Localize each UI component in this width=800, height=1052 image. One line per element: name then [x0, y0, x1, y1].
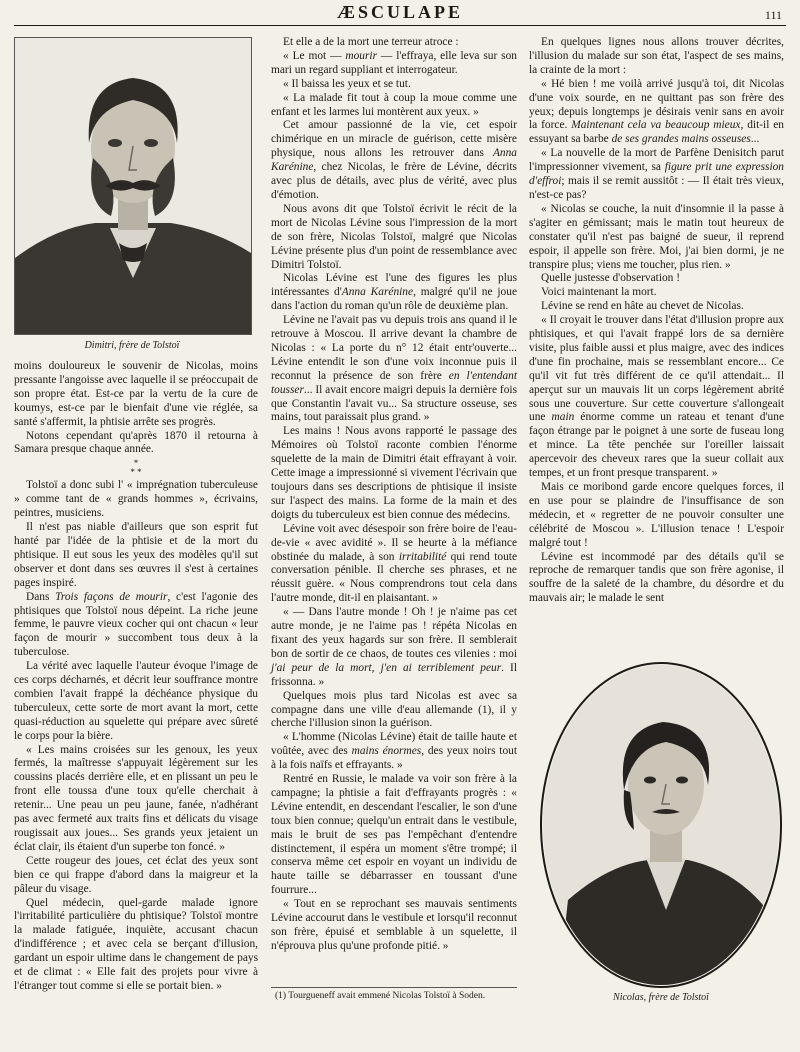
nicolas-caption: Nicolas, frère de Tolstoï [613, 992, 709, 1003]
col3-paragraph: Voici maintenant la mort. [541, 286, 657, 299]
col2-quote: « — Dans l'autre monde ! Oh ! je n'aime pas cet autre monde, je ne l'aime pas ! répéta Nicolas en fixant des yeux hagards sur son frère. Il semblerait bon de sortir de ce chaos, de toutes ces vilenies : moi j'ai peur de la mort, j'en ai terriblement peur. Il frissonna. » [271, 606, 517, 688]
col2-paragraph: Les mains ! Nous avons rapporté le passage des Mémoires où Tolstoï raconte combien l'énorme squelette de la main de Dimitri était effrayant à voir. Cette image a impressionné si vivement l'écrivain que toujours dans ses descriptions de phtisique il insiste sur l'aspect des mains. La forme de la main et des doigts du tuberculeux est bien connue des médecins. [271, 425, 517, 521]
col2-paragraph: Lévine voit avec désespoir son frère boire de l'eau-de-vie « avec avidité ». Il se heurte à la méfiance obstinée du malade, à son irritabilité qui rend toute conversation pénible. Il cherche ses phrases, et ne réussit guère. « Nous comprendrons tout cela dans l'autre monde, dit-il en plaisantant. » [271, 522, 518, 605]
col2-paragraph: Rentré en Russie, le malade va voir son frère à la campagne; la phtisie a fait d'effrayants progrès : « Lévine entendit, en descendant l'escalier, le son d'une toux bien connue; quelqu'un entrait dans le vestibule, mais le bruit de ses pas l'empêchant d'entendre distinctement, il espéra un moment s'être trompé; il conserva même cet espoir en voyant un individu de haute taille se débarrasser en toussant d'une fourrure... [271, 773, 517, 897]
col2-paragraph: Lévine ne l'avait pas vu depuis trois ans quand il le retrouve à Moscou. Il arrive devant la chambre de Nicolas : « La porte du n° 12 était entr'ouverte... Lévine entendit le son d'une voix inconnue puis il reconnut la présence de son frère en l'entendant tousser... Il avait encore maigri depuis la dernière fois que Constantin l'avait vu... Sa structure osseuse, ses mains, tout paraissait plus grand. » [271, 314, 517, 424]
col2-quote: « La malade fit tout à coup la moue comme une enfant et les larmes lui montèrent aux yeux. » [271, 91, 517, 118]
col3-paragraph: Mais ce moribond garde encore quelques forces, il en use pour se plaindre de l'insuffisance de son médecin, et « regretter de ne pouvoir consulter une célébrité de Moscou ». L'illusion tenace ! L'espoir malgré tout ! [529, 481, 784, 549]
col1-paragraph: Il n'est pas niable d'ailleurs que son esprit fut hanté par l'idée de la phtisie et de la mort du phtisique. Il eut sous les yeux des modèles qu'il sut observer et dont dans ses œuvres il s'est à certaines pages inspiré. [14, 521, 258, 589]
col2-quote: « L'homme (Nicolas Lévine) était de taille haute et voûtée, avec des mains énormes, des yeux noirs tout à la fois naïfs et effrayants. » [271, 731, 517, 772]
col2-quote: « Il baissa les yeux et se tut. [283, 77, 411, 90]
page-number: 111 [764, 8, 782, 22]
col3-paragraph: Lévine se rend en hâte au chevet de Nicolas. [541, 300, 744, 313]
dimitri-portrait-drawing [15, 38, 251, 334]
col1-quote: « Les mains croisées sur les genoux, les yeux fermés, la maîtresse s'appuyait légèrement sur les coussins placés derrière elle, et en plissant un peu le front elle toussa d'une toux qu'elle cherchait à retenir... Une peau un peu jaune, fanée, n'adhérant pas avec fermeté aux traits fins et délicats du visage rougissait aux joues... Ses grands yeux jetaient un éclat clair, ils étaient d'un superbe ton foncé. » [14, 743, 258, 853]
col3-paragraph: Quelle justesse d'observation ! [541, 272, 681, 285]
col2-paragraph: Cet amour passionné de la vie, cet espoir chimérique en un miracle de guérison, cette misère physique, nous allons les retrouver dans Anna Karénine, chez Nicolas, le frère de Lévine, décrits avec plus de détails, avec plus de vérité, avec plus d'émotion. [271, 119, 517, 201]
col3-quote: « Nicolas se couche, la nuit d'insomnie il la passe à s'agiter en gémissant; mais le matin tout heureux de constater qu'il n'est pas baigné de sueur, il reprend espoir, il appelle son frère. Moi, j'ai bien dormi, je ne transpire plus; viens me toucher, plus rien. » [529, 202, 784, 271]
column-2 [271, 36, 517, 954]
col1-paragraph: Quel médecin, quel-garde malade ignore l'irritabilité particulière du phtisique? Tolstoï montre la malade fatiguée, inquiète, accusant chacun d'indifférence ; et avec cela se berçant d'illusion, gardant un espoir ultime dans le changement de pays et de climat : « Elle fait des projets pour vivre à l'étranger tout comme si elle se portait bien. » [14, 896, 258, 992]
column-1 [14, 360, 258, 994]
col1-paragraph: Cette rougeur des joues, cet éclat des yeux sont bien ce qui frappe d'abord dans la maigreur et la pâleur du visage. [14, 854, 258, 895]
section-separator-stars: * * * [130, 458, 142, 478]
dimitri-portrait [14, 37, 252, 335]
page-header [14, 2, 786, 24]
col2-quote: « Tout en se reprochant ses mauvais sentiments Lévine accourut dans le vestibule et lorsqu'il reconnut son frère, épuisé et semblable à un squelette, il n'éprouva plus qu'une profonde pitié. » [271, 898, 517, 952]
col2-paragraph: Nicolas Lévine est l'une des figures les plus intéressantes d'Anna Karénine, malgré qu'il ne joue dans l'action du roman qu'un rôle de deuxième plan. [271, 272, 517, 313]
col3-quote: « Hé bien ! me voilà arrivé jusqu'à toi, dit Nicolas d'une voix sourde, en ne quittant pas son frère des yeux; depuis longtemps je désirais venir sans en avoir la force. Maintenant cela va beaucoup mieux, dit-il en essuyant sa barbe de ses grandes mains osseuses... [529, 77, 784, 146]
nicolas-portrait-drawing [538, 660, 784, 990]
col1-paragraph: Dans Trois façons de mourir, c'est l'agonie des phtisiques que Tolstoï nous dépeint. La riche jeune femme, le pauvre vieux cocher qui ont chacun « leur façon de mourir » succombent tous deux à la tuberculose. [14, 590, 258, 659]
journal-title: ÆSCULAPE [336, 2, 463, 22]
footnote-rule [271, 987, 517, 988]
col1-paragraph: Tolstoï a donc subi l' « imprégnation tuberculeuse » comme tant de « grands hommes », écrivains, peintres, musiciens. [14, 479, 258, 520]
col3-paragraph: Lévine est incommodé par des détails qu'il se reproche de remarquer tandis que son frère agonise, il souffre de la saleté de la chambre, du désordre et du mauvais air; le malade le sent [529, 550, 784, 605]
col1-paragraph: La vérité avec laquelle l'auteur évoque l'image de ces corps décharnés, et décrit leur souffrance montre combien l'avait frappé la déchéance physique du tuberculeux, cette sorte de mort avant la mort, cette quasi-réduction au squelette qui prépare avec sûreté le corps pour la bière. [14, 660, 258, 742]
dimitri-caption: Dimitri, frère de Tolstoï [84, 340, 180, 351]
nicolas-portrait [538, 660, 784, 990]
book-title: Trois façons de mourir [55, 590, 168, 603]
col2-paragraph: Et elle a de la mort une terreur atroce : [283, 36, 459, 48]
col3-paragraph: En quelques lignes nous allons trouver décrites, l'illusion du malade sur son état, l'aspect de ses mains, la crainte de la mort : [529, 36, 784, 76]
col2-paragraph: Quelques mois plus tard Nicolas est avec sa compagne dans une ville d'eau allemande (1), il y cherche l'illusion sinon la guérison. [271, 689, 517, 730]
header-rule [14, 25, 786, 26]
col3-quote: « Il croyait le trouver dans l'état d'illusion propre aux phtisiques, et qui l'avait frappé lors de sa dernière visite, plus faible aussi et plus maigre, avec des indices d'une fin prochaine, mais se ressemblant encore... Ce qu'il vit fut très différent de ce qu'il attendait... Il aperçut sur un mauvais lit un corps légèrement abrité sous une couverture. Sur cette couverture s'allongeait une main énorme comme un rateau et tenant d'une façon étrange par le poignet à une sorte de fuseau long et mince. La tête penchée sur l'oreiller laissait apercevoir des cheveux rares que la sueur collait aux tempes, et un front presque transparent. » [529, 314, 784, 480]
col3-quote: « La nouvelle de la mort de Parfène Denisitch parut l'impressionner vivement, sa figure prit une expression d'effroi; mais il se remit aussitôt : — Il était très vieux, n'est-ce pas? [529, 147, 784, 201]
col1-paragraph: moins douloureux le souvenir de Nicolas, moins pressante l'angoisse avec laquelle il se préoccupait de son propre état. Est-ce par la vertu de la cure de koumys, est-ce par le bienfait d'une vie réglée, sa santé s'affermit, la phtisie arrête ses progrès. [14, 360, 258, 428]
col2-quote: « Le mot — mourir — l'effraya, elle leva sur son mari un regard suppliant et interrogateur. [271, 49, 517, 76]
column-3 [529, 36, 784, 606]
footnote: (1) Tourgueneff avait emmené Nicolas Tolstoï à Soden. [275, 991, 486, 1001]
col1-paragraph: Notons cependant qu'après 1870 il retourna à Samara presque chaque année. [14, 429, 258, 456]
col2-paragraph: Nous avons dit que Tolstoï écrivit le récit de la mort de Nicolas Lévine sous l'impression de la mort de son frère, Nicolas Tolstoï, malgré que Nicolas Lévine présente plus d'un point de ressemblance avec Dimitri Tolstoï. [271, 202, 517, 271]
